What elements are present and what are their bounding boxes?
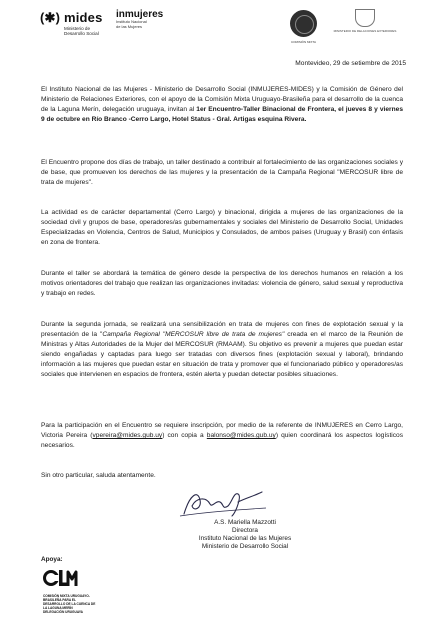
comision-seal-logo [290, 10, 317, 44]
paragraph-workshop [41, 269, 403, 299]
inmujeres-logo [116, 9, 176, 29]
clm-caption-line: DESARROLLO DE LA CUENCA DE LA LAGUNA MERÍN [43, 602, 96, 610]
inmujeres-sub-line: Instituto Nacional [116, 19, 147, 24]
apoyo-label: Apoya: [41, 556, 63, 563]
clm-caption-line: COMISIÓN MIXTA URUGUAYO-BRASILEÑA PARA EL [43, 594, 90, 602]
paragraph-text: La actividad es de carácter departamental (Cerro Largo) y binacional, dirigida a mujeres de las organizaciones de la sociedad civil y grupos de base, operadores/as gubernamentales y sociales del Ministerio de Desarrollo Social, Unidades Especializadas en Violencia, Centros de Salud, Municipios y Consulados, de ambos países (Uruguay y Brasil) con énfasis en zona de frontera. [41, 209, 403, 246]
paragraph-text: ) con copia a [162, 432, 207, 439]
paragraph-second-day [41, 320, 403, 380]
clm-caption [43, 594, 97, 614]
signer-org: Instituto Nacional de las Mujeres [198, 535, 292, 542]
letter-date: Montevideo, 29 de setiembre de 2015 [295, 60, 406, 67]
clm-logo [43, 567, 97, 614]
inmujeres-sub-line: de las Mujeres [116, 23, 143, 29]
seal-caption: COMISIÓN MIXTA [291, 40, 316, 44]
event-details: 1er Encuentro-Taller Binacional de Frontera, el jueves 8 y viernes 9 de octubre en Río Branco -Cerro Largo, Hotel Status - Gral. Artigas esquina Rivera. [41, 106, 403, 123]
signer-block [180, 519, 310, 551]
mides-logo [40, 10, 112, 36]
seal-ring-icon [295, 15, 314, 34]
signer-name: A.S. Mariella Mazzotti [214, 519, 276, 526]
paragraph-purpose [41, 158, 403, 188]
paragraph-text: Para la participación en el Encuentro se requiere inscripción, por medio de la referente de INMUJERES en Cerro Largo, Victoria Pereira ( [41, 422, 403, 439]
clm-caption-line: DELEGACIÓN URUGUAYA [43, 610, 83, 614]
cancilleria-logo [332, 9, 398, 33]
mides-subtitle [64, 26, 112, 36]
mides-wordmark: (✱) mides [40, 10, 103, 25]
paragraph-text: ) quien coordinará los aspectos logísticos necesarios. [41, 432, 403, 449]
paragraph-audience [41, 208, 403, 248]
email-link-balonso[interactable]: balonso@mides.gub.uy [206, 432, 276, 439]
signer-role: Directora [232, 527, 258, 534]
inmujeres-wordmark: inmujeres [116, 9, 164, 20]
clm-emblem-icon [43, 567, 83, 589]
paragraph-registration [41, 421, 403, 451]
cancilleria-caption: MINISTERIO DE RELACIONES EXTERIORES [333, 29, 397, 33]
campaign-name: Campaña Regional "MERCOSUR libre de trata de mujeres" [102, 331, 285, 338]
paragraph-text: Durante el taller se abordará la temática de género desde la perspectiva de los derechos humanos en relación a los motivos orientadores del trabajo que realizan las organizaciones invitadas: violencia de género, salud sexual y reproductiva y trabajo en redes. [41, 270, 403, 297]
handwritten-signature [176, 486, 272, 522]
inmujeres-subtitle [116, 20, 176, 29]
coat-of-arms-icon [355, 9, 375, 27]
paragraph-text: Durante la segunda jornada, se realizará una sensibilización en trata de mujeres con fines de explotación sexual y la presentación de la " [41, 321, 403, 338]
paragraph-text: creada en el marco de la Reunión de Ministras y Altas Autoridades de la Mujer del MERCOSUR (RMAAM). Su objetivo es prevenir a mujeres que puedan estar siendo engañadas y captadas para luego ser tratadas con diversos fines (explotación sexual y laboral), brindando información a las mujeres que puedan estar en situación de trata y promover que el funcionariado público y operadores/as sociales que intervienen en espacios de frontera, estén alerta y puedan detectar posibles situaciones. [41, 331, 403, 378]
mides-sub-line: Desarrollo Social [64, 31, 99, 37]
signer-org: Ministerio de Desarrollo Social [201, 543, 289, 550]
closing-line: Sin otro particular, saluda atentamente. [41, 472, 156, 479]
paragraph-invitation [41, 85, 403, 125]
paragraph-text: El Encuentro propone dos días de trabajo, un taller destinado a contribuir al fortalecimiento de las organizaciones sociales y de base, que promueven los derechos de las mujeres y la presentación de la Campaña Regional "MERCOSUR libre de trata de mujeres". [41, 159, 403, 186]
mides-sub-line: Ministerio de [64, 26, 91, 31]
email-link-vpereira[interactable]: vpereira@mides.gub.uy [92, 432, 163, 439]
paragraph-text: El Instituto Nacional de las Mujeres - Ministerio de Desarrollo Social (INMUJERES-MIDES) y la Comisión de Género del Ministerio de Relaciones Exteriores, con el apoyo de la Comisión Mixta Uruguayo-Brasileña para el desarrollo de la cuenca de la Laguna Merín, delegación uruguaya, invitan al [41, 86, 403, 113]
